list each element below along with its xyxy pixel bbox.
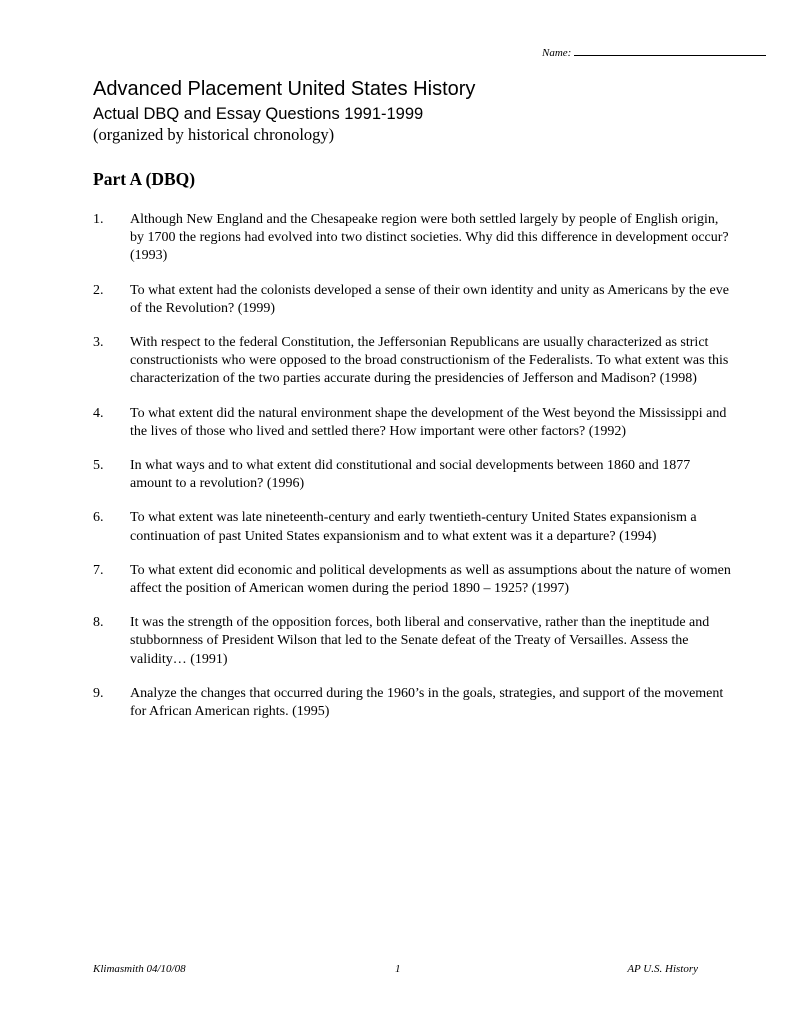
question-text: To what extent had the colonists developed a sense of their own identity and unity as Americans by the eve of the Revolution? (1999) [130,282,729,316]
name-blank-line [574,45,766,56]
question-text: To what extent did the natural environment shape the development of the West beyond the Mississippi and the lives of those who lived and settled there? How important were other factors? (1992) [130,405,727,439]
question-item [93,405,733,441]
name-label: Name: [542,47,572,59]
page-number: 1 [395,963,401,975]
question-number: 2. [93,282,104,298]
question-number: 8. [93,615,104,631]
page-footer [93,961,698,977]
question-text: Analyze the changes that occurred during the 1960’s in the goals, strategies, and support of the movement for African American rights. (1995) [130,685,724,720]
question-item [93,457,733,493]
question-number: 3. [93,335,104,351]
question-number: 9. [93,685,104,701]
section-heading: Part A (DBQ) [93,169,196,189]
question-number: 1. [93,212,104,227]
document-subtitle: Actual DBQ and Essay Questions 1991-1999 [93,105,424,123]
question-text: To what extent was late nineteenth-century and early twentieth-century United States expansionism a continuation of past United States expansionism and to what extent was it a departure? (1994) [130,510,697,544]
question-item [93,211,733,266]
question-list [93,211,733,737]
question-number: 4. [93,405,104,421]
question-text: Although New England and the Chesapeake region were both settled largely by people of English origin, by 1700 the regions had evolved into two distinct societies. Why did this difference in development occur? (1993) [130,212,729,264]
question-item [93,562,733,598]
document-note: (organized by historical chronology) [93,125,335,144]
question-item [93,282,733,318]
footer-course: AP U.S. History [627,963,698,975]
name-field [542,45,766,59]
question-number: 6. [93,510,104,526]
footer-author-date: Klimasmith 04/10/08 [93,963,186,975]
question-text: It was the strength of the opposition forces, both liberal and conservative, rather than the ineptitude and stubbornness of President Wilson that led to the Senate defeat of the Treaty of Versailles. Assess the validity… (1991) [130,615,710,667]
document-title: Advanced Placement United States History [93,78,476,100]
question-text: To what extent did economic and political developments as well as assumptions about the nature of women affect the position of American women during the period 1890 – 1925? (1997) [130,562,731,597]
question-number: 5. [93,458,104,474]
question-number: 7. [93,562,104,578]
question-item [93,614,733,669]
question-text: With respect to the federal Constitution, the Jeffersonian Republicans are usually characterized as strict constructionists who were opposed to the broad constructionism of the Federalists. To what extent was this characterization of the two parties accurate during the presidencies of Jefferson and Madison? (1998) [130,335,729,387]
question-item [93,334,733,389]
question-item [93,685,733,721]
question-item [93,509,733,545]
question-text: In what ways and to what extent did constitutional and social developments between 1860 and 1877 amount to a revolution? (1996) [130,458,691,492]
